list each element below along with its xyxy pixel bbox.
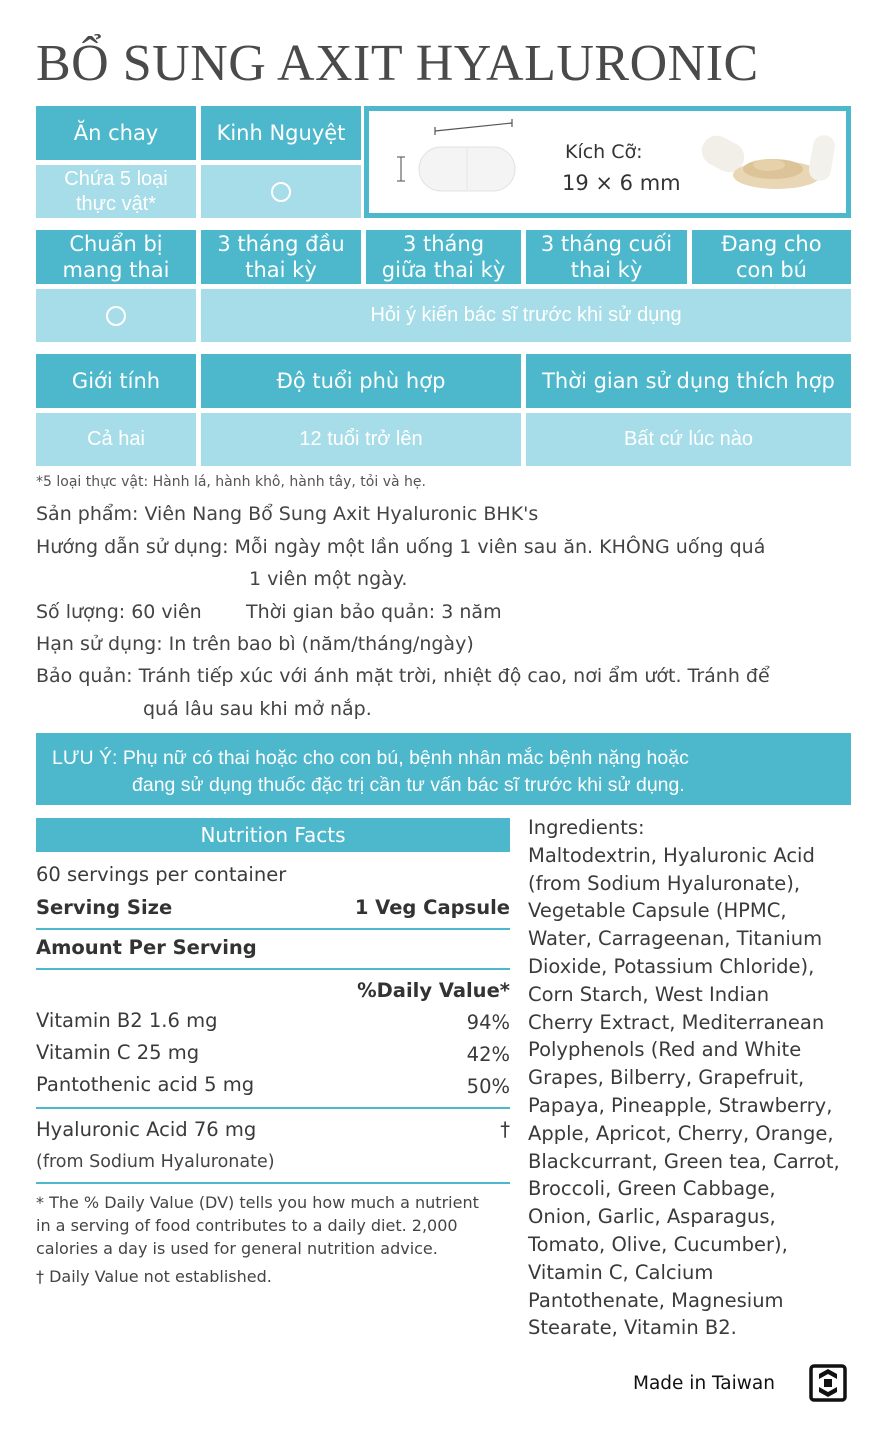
breastfeeding-header: [692, 230, 851, 284]
daily-value-note-line: calories a day is used for general nutrition advice.: [36, 1239, 438, 1258]
ingredients-line: Tomato, Olive, Cucumber),: [528, 1232, 788, 1256]
suitable-circle-icon: [106, 306, 126, 326]
serving-size-value: 1 Veg Capsule: [354, 896, 510, 919]
daily-value-header: %Daily Value*: [357, 979, 510, 1002]
warning-line-1: LƯU Ý: Phụ nữ có thai hoặc cho con bú, bệnh nhân mắc bệnh nặng hoặc: [52, 747, 689, 769]
plant-footnote: *5 loại thực vật: Hành lá, hành khô, hành tây, tỏi và hẹ.: [36, 474, 426, 490]
pregnancy-prep-header: [36, 230, 196, 284]
gender-header: Giới tính: [36, 354, 196, 408]
ingredients-line: Vegetable Capsule (HPMC,: [528, 899, 787, 923]
first-trimester-header: [201, 230, 361, 284]
first-trimester-header-text: 3 tháng đầu thai kỳ: [217, 232, 345, 282]
ingredients-line: Papaya, Pineapple, Strawberry,: [528, 1093, 833, 1117]
nutrition-facts-header: Nutrition Facts: [36, 818, 510, 852]
expiry-line: Hạn sử dụng: In trên bao bì (năm/tháng/ngày): [36, 633, 474, 655]
ingredients-line: Stearate, Vitamin B2.: [528, 1316, 737, 1340]
age-value: 12 tuổi trở lên: [201, 413, 521, 466]
menstrual-header: Kinh Nguyệt: [201, 106, 361, 160]
nutrition-divider: [36, 1182, 510, 1184]
third-trimester-header-text: 3 tháng cuối thai kỳ: [540, 232, 673, 282]
gender-value: Cả hai: [36, 413, 196, 466]
nutrient-dv: 94%: [466, 1011, 510, 1034]
ingredients-line: (from Sodium Hyaluronate),: [528, 871, 801, 895]
nutrient-dv: 42%: [466, 1043, 510, 1066]
age-header: Độ tuổi phù hợp: [201, 354, 521, 408]
nutrition-divider: [36, 968, 510, 970]
ingredients-line: Apple, Apricot, Cherry, Orange,: [528, 1121, 834, 1145]
warning-line-2: đang sử dụng thuốc đặc trị cần tư vấn bác sĩ trước khi sử dụng.: [132, 774, 685, 796]
ingredients-line: Water, Carrageenan, Titanium: [528, 927, 823, 951]
daily-value-note: [36, 1191, 479, 1260]
ingredients-line: Maltodextrin, Hyaluronic Acid: [528, 843, 815, 867]
serving-size-label: Serving Size: [36, 896, 173, 919]
storage-line-2: quá lâu sau khi mở nắp.: [143, 698, 372, 720]
capsule-size-box: [364, 106, 851, 218]
ingredients-line: Vitamin C, Calcium: [528, 1260, 714, 1284]
ingredients-line: Polyphenols (Red and White: [528, 1038, 802, 1062]
second-trimester-header: [366, 230, 521, 284]
capsule-size-value: 19 × 6 mm: [562, 171, 681, 195]
warning-note: [36, 733, 851, 805]
vegetarian-value: [36, 165, 196, 218]
storage-line-1: Bảo quản: Tránh tiếp xúc với ánh mặt trời, nhiệt độ cao, nơi ẩm ướt. Tránh để: [36, 665, 770, 687]
usage-line-2: 1 viên một ngày.: [249, 568, 408, 590]
nutrient-name: Vitamin C 25 mg: [36, 1041, 200, 1064]
ingredients-heading: Ingredients:: [528, 816, 645, 839]
dagger-note: † Daily Value not established.: [36, 1267, 272, 1286]
daily-value-note-line: * The % Daily Value (DV) tells you how much a nutrient: [36, 1193, 479, 1212]
breastfeeding-header-text: Đang cho con bú: [721, 232, 822, 282]
nutrient-dv: 50%: [466, 1075, 510, 1098]
consult-doctor-value: Hỏi ý kiến bác sĩ trước khi sử dụng: [201, 289, 851, 342]
pregnancy-prep-value: [36, 289, 196, 342]
usage-time-header: Thời gian sử dụng thích hợp: [526, 354, 851, 408]
pregnancy-prep-header-text: Chuẩn bị mang thai: [62, 232, 170, 282]
usage-time-value: Bất cứ lúc nào: [526, 413, 851, 466]
quantity-line: Số lượng: 60 viên: [36, 601, 202, 623]
ingredients-line: Corn Starch, West Indian: [528, 982, 770, 1006]
recycle-icon: [808, 1363, 848, 1403]
nutrition-divider: [36, 1107, 510, 1109]
nutrient-name: Vitamin B2 1.6 mg: [36, 1009, 218, 1032]
ingredients-line: Grapes, Bilberry, Grapefruit,: [528, 1066, 805, 1090]
third-trimester-header: [526, 230, 687, 284]
suitable-circle-icon: [271, 182, 291, 202]
capsule-size-panel: [369, 111, 846, 213]
second-trimester-header-text: 3 tháng giữa thai kỳ: [381, 232, 506, 282]
ingredients-line: Broccoli, Green Cabbage,: [528, 1177, 776, 1201]
amount-per-serving: Amount Per Serving: [36, 936, 257, 959]
nutrition-divider: [36, 928, 510, 930]
hyaluronic-acid-dv: †: [500, 1118, 510, 1141]
ingredients-line: Dioxide, Potassium Chloride),: [528, 954, 815, 978]
hyaluronic-acid-source: (from Sodium Hyaluronate): [36, 1152, 275, 1172]
capsule-powder-icon: [699, 135, 849, 195]
shelf-life-line: Thời gian bảo quản: 3 năm: [246, 601, 502, 623]
capsule-size-label: Kích Cỡ:: [565, 141, 643, 163]
nutrient-name: Pantothenic acid 5 mg: [36, 1073, 255, 1096]
made-in-taiwan: Made in Taiwan: [633, 1373, 775, 1394]
vegetarian-header: Ăn chay: [36, 106, 196, 160]
capsule-dimension-icon: [387, 117, 527, 197]
ingredients-list: [528, 814, 858, 1342]
ingredients-line: Cherry Extract, Mediterranean: [528, 1010, 825, 1034]
ingredients-line: Pantothenate, Magnesium: [528, 1288, 784, 1312]
menstrual-value: [201, 165, 361, 218]
servings-per-container: 60 servings per container: [36, 863, 287, 886]
page-title: BỔ SUNG AXIT HYALURONIC: [36, 35, 759, 92]
vegetarian-value-text: Chứa 5 loại thực vật*: [64, 167, 168, 215]
product-line: Sản phẩm: Viên Nang Bổ Sung Axit Hyaluronic BHK's: [36, 503, 539, 525]
ingredients-line: Blackcurrant, Green tea, Carrot,: [528, 1149, 840, 1173]
usage-line-1: Hướng dẫn sử dụng: Mỗi ngày một lần uống 1 viên sau ăn. KHÔNG uống quá: [36, 536, 766, 558]
ingredients-line: Onion, Garlic, Asparagus,: [528, 1205, 776, 1229]
daily-value-note-line: in a serving of food contributes to a daily diet. 2,000: [36, 1216, 458, 1235]
hyaluronic-acid-name: Hyaluronic Acid 76 mg: [36, 1118, 257, 1141]
